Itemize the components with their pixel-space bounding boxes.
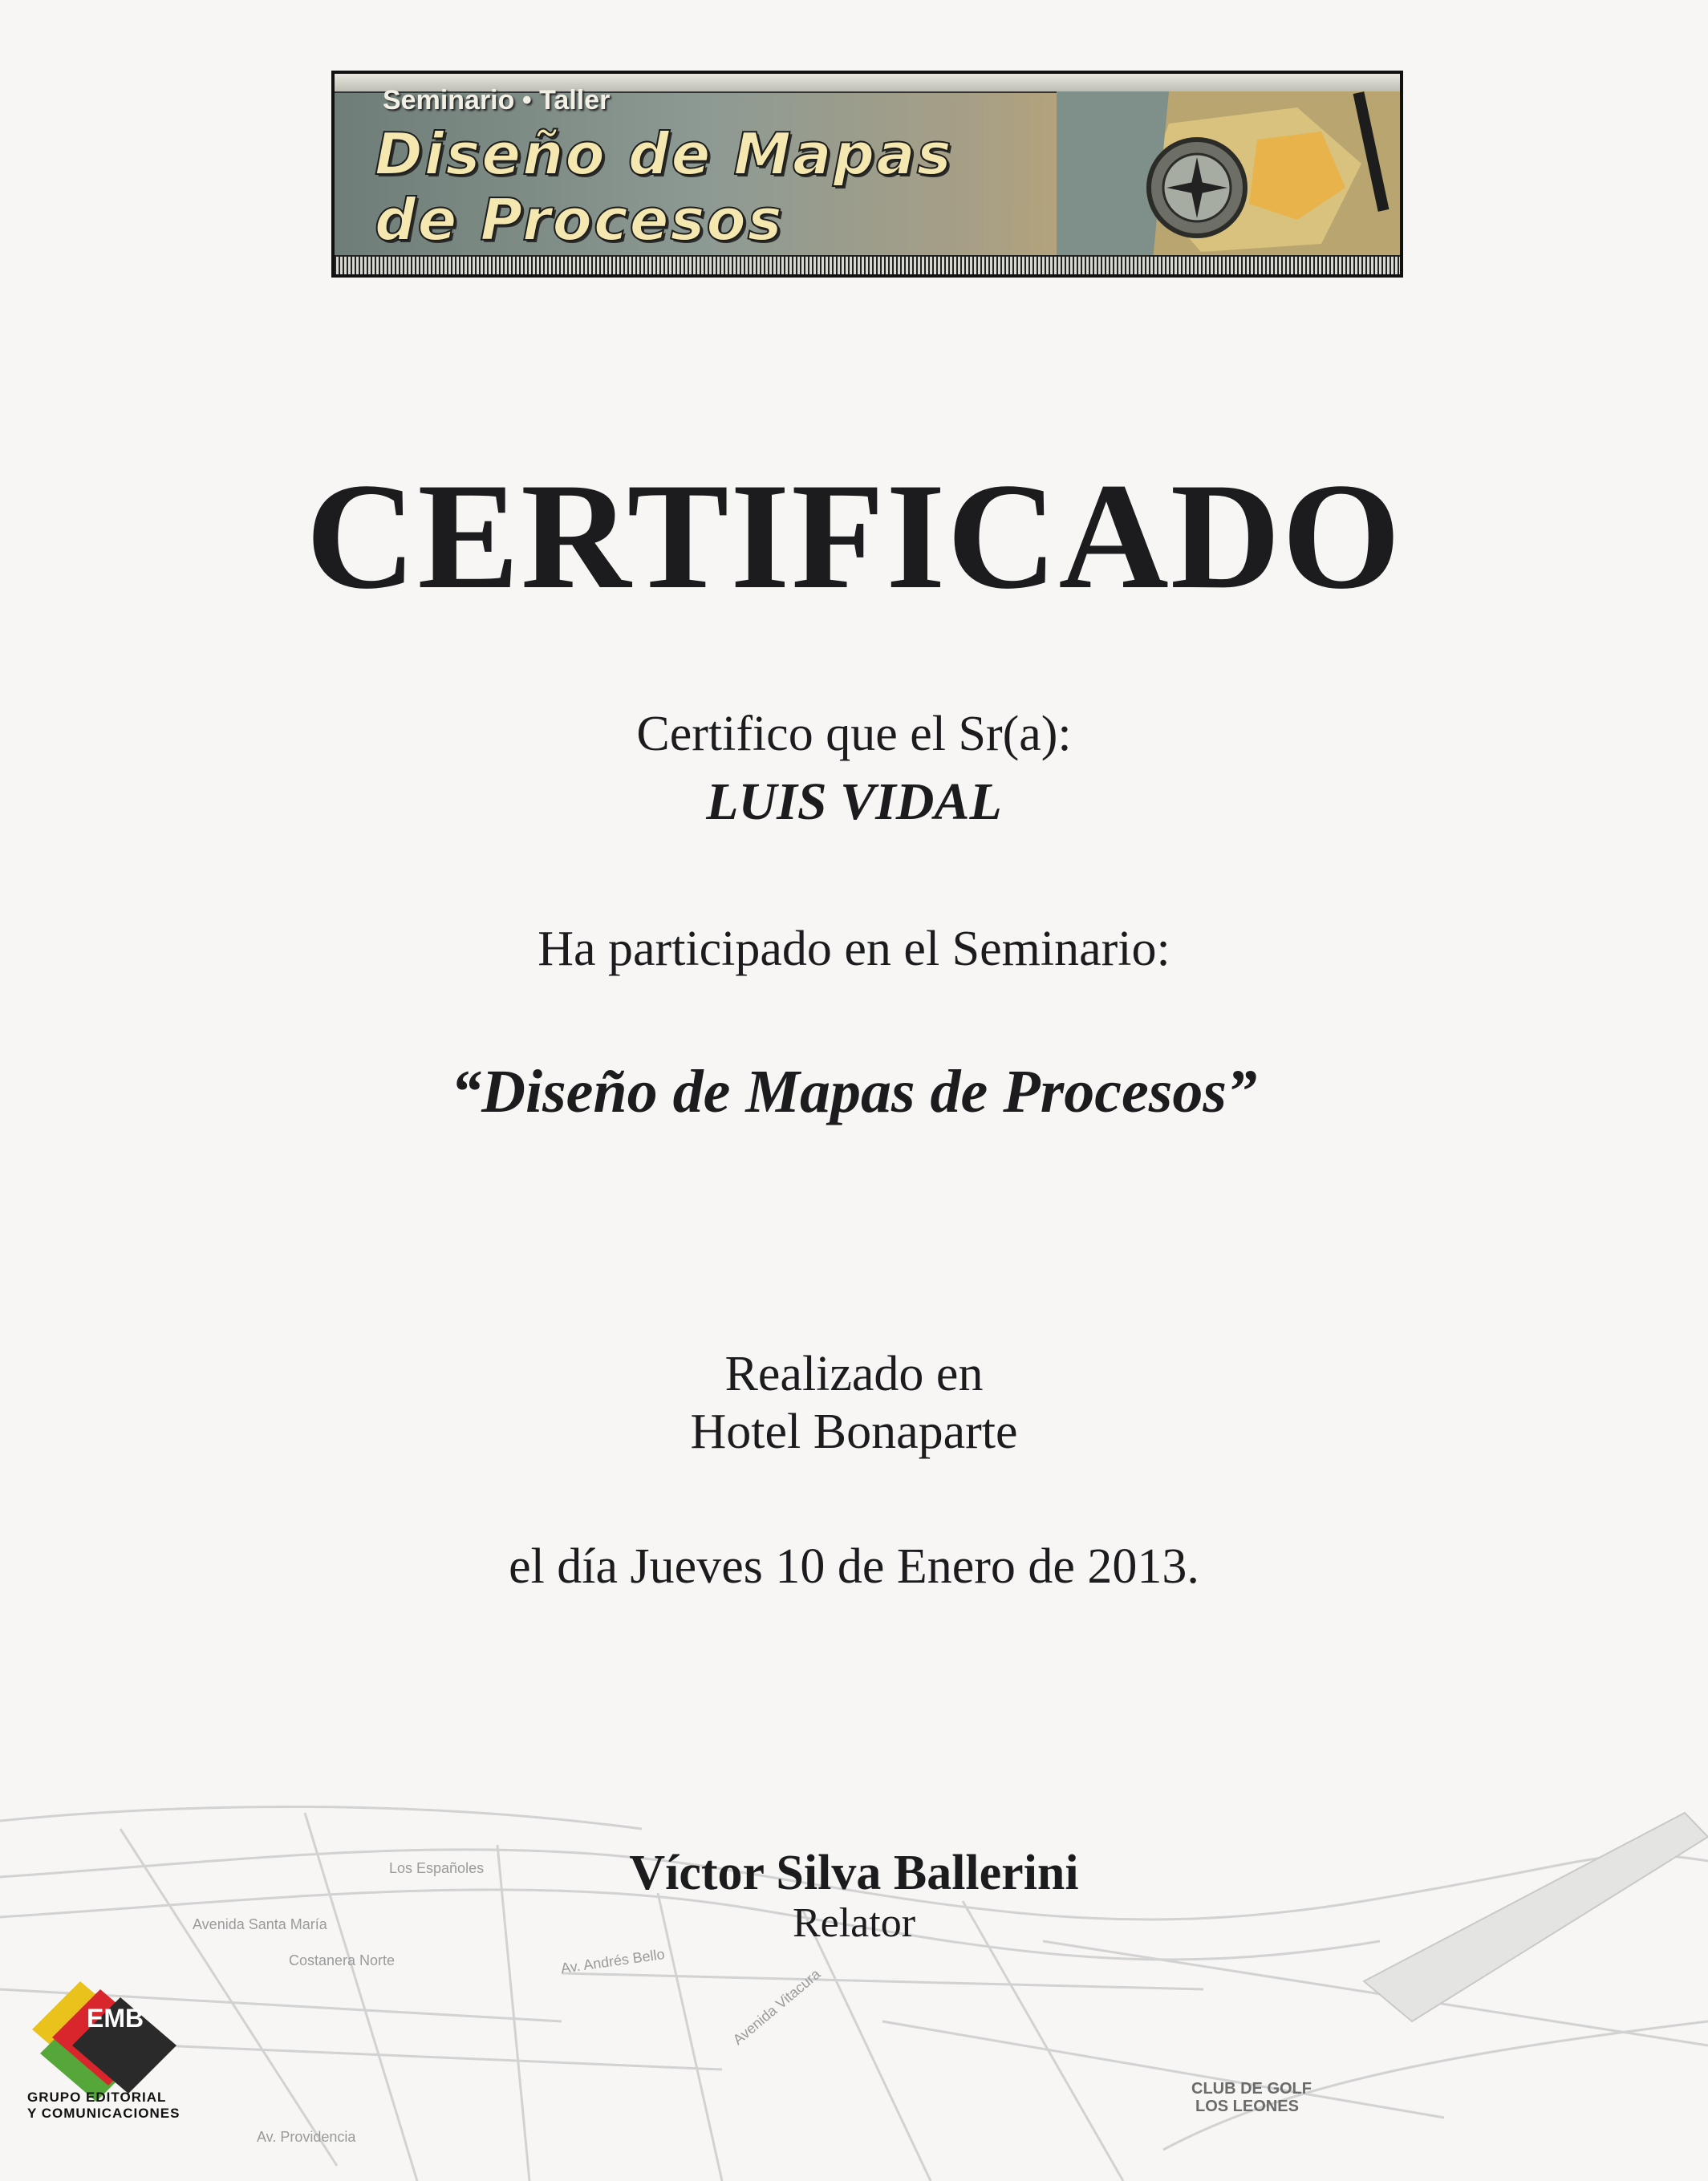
map-label-street-1: Avenida Santa María — [193, 1916, 327, 1932]
signatory-name: Víctor Silva Ballerini — [629, 1846, 1079, 1900]
certify-line: Certifico que el Sr(a): — [636, 707, 1072, 761]
banner-subtitle: Seminario • Taller — [383, 85, 611, 116]
map-watermark — [0, 1781, 1708, 2181]
participated-line: Ha participado en el Seminario: — [538, 922, 1170, 976]
map-label-street-5: Costanera Norte — [289, 1952, 396, 1968]
map-label-street-4: Los Españoles — [389, 1860, 485, 1876]
banner-barcode-strip — [335, 255, 1400, 274]
seminar-banner — [331, 71, 1403, 278]
map-label-street-2: Av. Andrés Bello — [559, 1946, 666, 1976]
banner-title-line-2: de Procesos — [375, 186, 784, 253]
certificate-heading: CERTIFICADO — [306, 452, 1402, 621]
signatory-role: Relator — [792, 1900, 916, 1946]
logo-mark-text: EMB — [87, 2004, 144, 2033]
seminar-title: “Diseño de Mapas de Procesos” — [451, 1058, 1257, 1125]
logo-text-line-2: Y COMUNICACIONES — [27, 2106, 181, 2121]
map-label-street-3: Avenida Vitacura — [729, 1965, 824, 2049]
map-label-golf-2: LOS LEONES — [1195, 2098, 1299, 2115]
map-label-golf-1: CLUB DE GOLF — [1191, 2080, 1312, 2098]
logo-text-line-1: GRUPO EDITORIAL — [27, 2090, 167, 2105]
banner-title-line-1: Diseño de Mapas — [375, 120, 953, 188]
venue-name: Hotel Bonaparte — [690, 1405, 1018, 1459]
held-label: Realizado en — [724, 1347, 984, 1401]
date-line: el día Jueves 10 de Enero de 2013. — [509, 1539, 1199, 1594]
map-label-street-6: Av. Providencia — [257, 2129, 356, 2145]
compass-map-illustration — [1057, 91, 1403, 260]
recipient-name: LUIS VIDAL — [706, 772, 1002, 831]
